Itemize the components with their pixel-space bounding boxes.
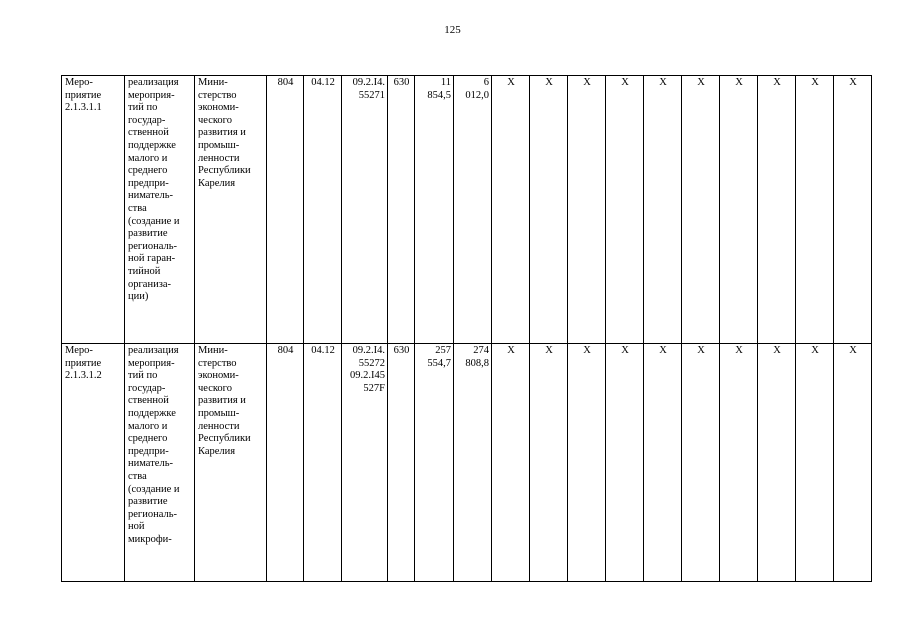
executor-cell: Мини- стерство экономи- ческого развития и промыш- ленности Республики Карелия — [195, 76, 267, 344]
x-mark-cell: Х — [644, 76, 682, 344]
x-mark-cell: Х — [568, 344, 606, 582]
x-mark-cell: Х — [758, 344, 796, 582]
amount-cell: 257 554,7 — [415, 344, 454, 582]
grbs-code-cell: 804 — [267, 76, 304, 344]
event-description-cell: реализация мероприя- тий по государ- ственной поддержке малого и среднего предпри- ниматель- ства (создание и развитие региональ- ной гаран- тийной организа- ции) — [125, 76, 195, 344]
x-mark-cell: Х — [606, 76, 644, 344]
event-id-cell: Меро- приятие 2.1.3.1.1 — [62, 76, 125, 344]
section-code-cell: 04.12 — [304, 76, 342, 344]
x-mark-cell: Х — [568, 76, 606, 344]
target-article-cell: 09.2.I4. 55271 — [342, 76, 388, 344]
amount-cell: 6 012,0 — [454, 76, 492, 344]
x-mark-cell: Х — [530, 344, 568, 582]
x-mark-cell: Х — [834, 344, 872, 582]
x-mark-cell: Х — [682, 76, 720, 344]
expense-type-cell: 630 — [388, 344, 415, 582]
x-mark-cell: Х — [758, 76, 796, 344]
x-mark-cell: Х — [796, 76, 834, 344]
x-mark-cell: Х — [834, 76, 872, 344]
x-mark-cell: Х — [644, 344, 682, 582]
x-mark-cell: Х — [606, 344, 644, 582]
page-number: 125 — [444, 24, 461, 36]
x-mark-cell: Х — [530, 76, 568, 344]
x-mark-cell: Х — [796, 344, 834, 582]
amount-cell: 274 808,8 — [454, 344, 492, 582]
section-code-cell: 04.12 — [304, 344, 342, 582]
grbs-code-cell: 804 — [267, 344, 304, 582]
x-mark-cell: Х — [492, 76, 530, 344]
amount-cell: 11 854,5 — [415, 76, 454, 344]
x-mark-cell: Х — [720, 76, 758, 344]
budget-table — [61, 75, 872, 582]
expense-type-cell: 630 — [388, 76, 415, 344]
x-mark-cell: Х — [492, 344, 530, 582]
executor-cell: Мини- стерство экономи- ческого развития и промыш- ленности Республики Карелия — [195, 344, 267, 582]
event-id-cell: Меро- приятие 2.1.3.1.2 — [62, 344, 125, 582]
table-row — [62, 344, 872, 582]
x-mark-cell: Х — [720, 344, 758, 582]
event-description-cell: реализация мероприя- тий по государ- ственной поддержке малого и среднего предпри- ниматель- ства (создание и развитие региональ- ной микрофи- — [125, 344, 195, 582]
target-article-cell: 09.2.I4. 55272 09.2.I45 527F — [342, 344, 388, 582]
x-mark-cell: Х — [682, 344, 720, 582]
table-row — [62, 76, 872, 344]
